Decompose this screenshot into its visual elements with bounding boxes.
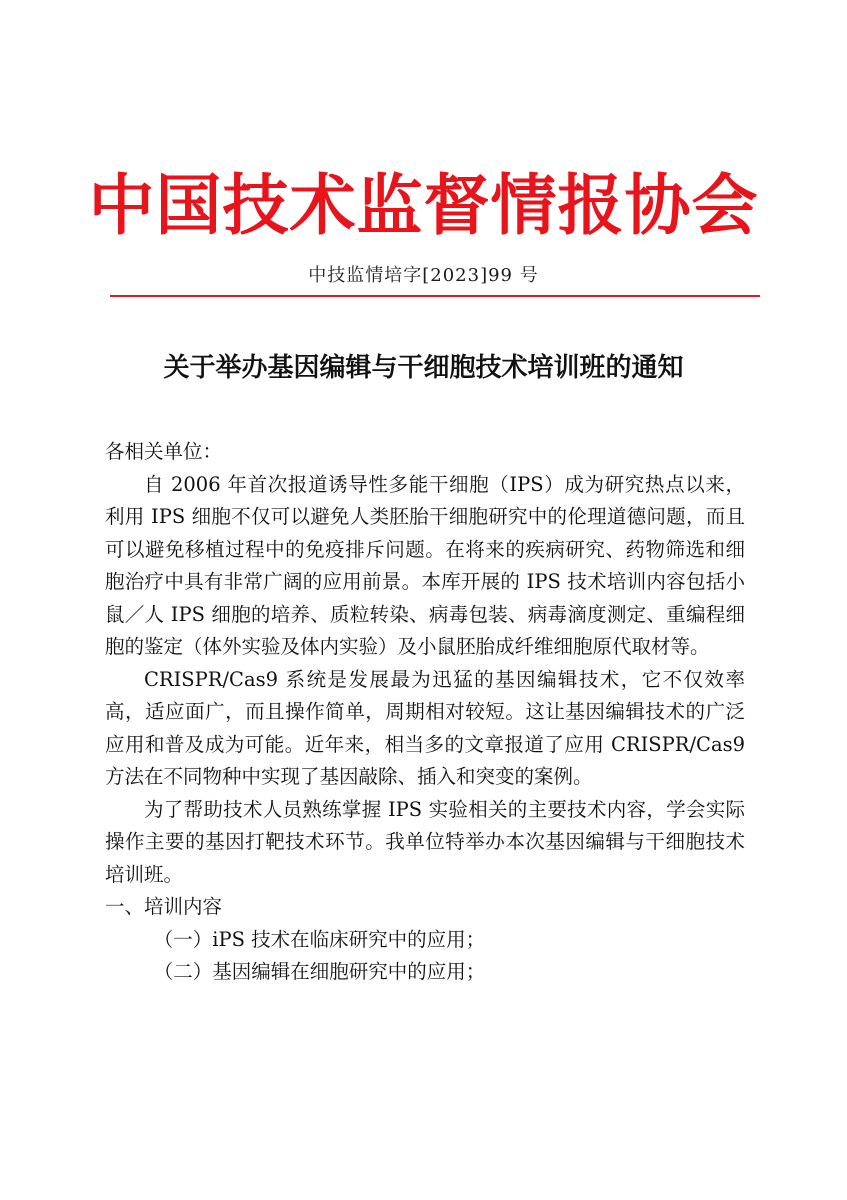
section-heading: 一、培训内容 [105, 895, 223, 918]
org-masthead: 中国技术监督情报协会 [88, 166, 759, 244]
list-item: （一）iPS 技术在临床研究中的应用； [153, 927, 486, 951]
body-paragraph: CRISPR/Cas9 系统是发展最为迅猛的基因编辑技术，它不仅效率高，适应面广，而且操作简单，周期相对较短。这让基因编辑技术的广泛应用和普及成为可能。近年来，相当多的文章报道了应用 CRISPR/Cas9 方法在不同物种中实现了基因敲除、插入和突变的案例。 [105, 667, 745, 788]
notice-title: 关于举办基因编辑与干细胞技术培训班的通知 [163, 353, 684, 383]
document-number: 中技监情培字[2023]99 号 [308, 265, 539, 286]
notice-body [105, 436, 745, 989]
red-divider-line [110, 295, 760, 297]
body-paragraph: 为了帮助技术人员熟练掌握 IPS 实验相关的主要技术内容，学会实际操作主要的基因打靶技术环节。我单位特举办本次基因编辑与干细胞技术培训班。 [105, 797, 745, 886]
list-item: （二）基因编辑在细胞研究中的应用； [153, 960, 486, 983]
body-paragraph: 自 2006 年首次报道诱导性多能干细胞（IPS）成为研究热点以来，利用 IPS 细胞不仅可以避免人类胚胎干细胞研究中的伦理道德问题，而且可以避免移植过程中的免疫排斥问题。在将来的疾病研究、药物筛选和细胞治疗中具有非常广阔的应用前景。本库开展的 IPS 技术培训内容包括小鼠／人 IPS 细胞的培养、质粒转染、病毒包装、病毒滴度测定、重编程细胞的鉴定（体外实验及体内实验）及小鼠胚胎成纤维细胞原代取材等。 [105, 472, 745, 658]
salutation: 各相关单位： [105, 440, 223, 463]
